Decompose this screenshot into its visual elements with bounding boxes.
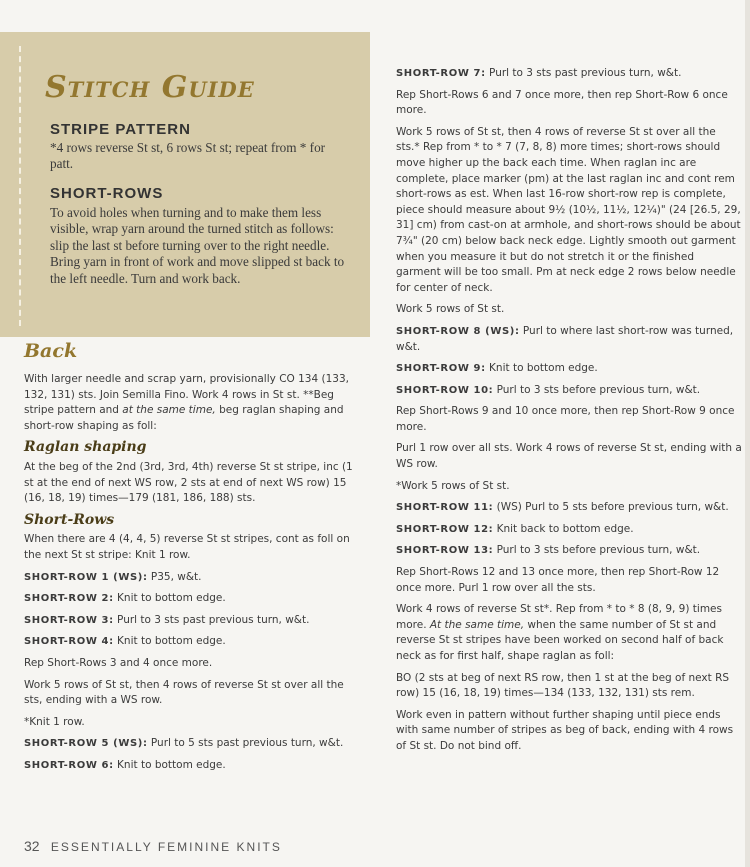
- short-row-7: SHORT-ROW 7: Purl to 3 sts past previous turn, w&t.: [396, 67, 682, 79]
- left-column: [24, 372, 364, 779]
- work-5-rows-d: *Work 5 rows of St st.: [396, 479, 510, 492]
- short-row-12: SHORT-ROW 12: Knit back to bottom edge.: [396, 522, 634, 535]
- stitch-guide-box: [0, 32, 370, 337]
- short-rows-heading: SHORT-ROWS: [50, 185, 164, 202]
- stripe-pattern-text: *4 rows reverse St st, 6 rows St st; repeat from * for patt.: [50, 140, 326, 172]
- raglan-shaping-title: Raglan shaping: [24, 439, 147, 456]
- book-title: ESSENTIALLY FEMININE KNITS: [50, 840, 282, 854]
- page-edge: [745, 0, 750, 867]
- short-row-4: SHORT-ROW 4: Knit to bottom edge.: [24, 635, 226, 648]
- decorative-dashed-line: [19, 46, 21, 326]
- repeat-3-4: Rep Short-Rows 3 and 4 once more.: [24, 656, 213, 669]
- stitch-guide-title: Stitch Guide: [45, 70, 255, 105]
- short-row-5: SHORT-ROW 5 (WS): Purl to 5 sts past previous turn, w&t.: [24, 737, 344, 750]
- short-row-8: SHORT-ROW 8 (WS): Purl to where last short-row was turned, w&t.: [396, 324, 734, 353]
- back-section-title: Back: [24, 340, 78, 362]
- purl-1-row: Purl 1 row over all sts. Work 4 rows of reverse St st, ending with a WS row.: [396, 442, 742, 471]
- short-rows-text: To avoid holes when turning and to make them less visible, wrap yarn around the turned stitch as follows: slip the last st before turning over to the right needle. Bring yarn in front of work and move slipped st back to the left needle. Turn and work back.: [50, 205, 345, 286]
- short-row-11: SHORT-ROW 11: (WS) Purl to 5 sts before previous turn, w&t.: [396, 501, 729, 514]
- repeat-6-7: Rep Short-Rows 6 and 7 once more, then rep Short-Row 6 once more.: [396, 88, 728, 117]
- short-row-2: SHORT-ROW 2: Knit to bottom edge.: [24, 592, 226, 605]
- work-4-rows: Work 4 rows of reverse St st*. Rep from * to * 8 (8, 9, 9) times more. At the same time, when the same number of St st and reverse St st stripes have been worked on second half of back neck as for first half, shape raglan as foll:: [396, 603, 724, 662]
- right-column: [396, 66, 742, 761]
- work-even: Work even in pattern without further shaping until piece ends with same number of stripes as beg of back, ending with 4 rows of St st. Do not bind off.: [396, 708, 734, 752]
- work-5-rows-a: Work 5 rows of St st, then 4 rows of reverse St st over all the sts, ending with a WS row.: [24, 678, 344, 707]
- short-row-10: SHORT-ROW 10: Purl to 3 sts before previous turn, w&t.: [396, 383, 701, 396]
- short-rows-intro: When there are 4 (4, 4, 5) reverse St st stripes, cont as foll on the next St st stripe: Knit 1 row.: [24, 533, 350, 561]
- back-intro: With larger needle and scrap yarn, provisionally CO 134 (133, 132, 131) sts. Join Semilla Fino. Work 4 rows in St st. **Beg stripe pattern and at the same time, beg raglan shaping and short-row shaping as foll:: [24, 373, 349, 432]
- short-row-9: SHORT-ROW 9: Knit to bottom edge.: [396, 362, 598, 375]
- stripe-pattern-heading: STRIPE PATTERN: [50, 121, 191, 138]
- knit-1-row: *Knit 1 row.: [24, 715, 85, 728]
- short-rows-title: Short-Rows: [24, 511, 115, 528]
- repeat-9-10: Rep Short-Rows 9 and 10 once more, then rep Short-Row 9 once more.: [396, 405, 735, 433]
- bind-off-raglan: BO (2 sts at beg of next RS row, then 1 st at the beg of next RS row) 15 (16, 18, 19) times—134 (133, 132, 131) sts rem.: [396, 671, 730, 700]
- repeat-12-13: Rep Short-Rows 12 and 13 once more, then rep Short-Row 12 once more. Purl 1 row over all the sts.: [396, 566, 720, 594]
- work-5-rows-c: Work 5 rows of St st.: [396, 303, 505, 316]
- work-5-rows-b: Work 5 rows of St st, then 4 rows of reverse St st over all the sts.* Rep from * to * 7 (7, 8, 8) more times; short-rows should move higher up the back each time. When raglan inc are complete, place marker (pm) at the last raglan inc and cont rem short-rows as est. When last 16-row short-row rep is complete, piece should measure about 9½ (10½, 11½, 12¼)" (24 [26.5, 29, 31] cm) from cast-on at armhole, and short-rows should be about 7¾" (20 cm) below back neck edge. Lightly smooth out garment when you measure it but do not stretch it or the finished garment will be too small. Pm at neck edge 2 rows below needle for center of neck.: [396, 125, 741, 294]
- short-row-3: SHORT-ROW 3: Purl to 3 sts past previous turn, w&t.: [24, 613, 310, 626]
- short-row-13: SHORT-ROW 13: Purl to 3 sts before previous turn, w&t.: [396, 544, 701, 557]
- raglan-shaping-text: At the beg of the 2nd (3rd, 3rd, 4th) reverse St st stripe, inc (1 st at the end of next WS row, 2 sts at end of next WS row) 15 (16, 18, 19) times—179 (181, 186, 188) sts.: [24, 460, 353, 505]
- short-row-6: SHORT-ROW 6: Knit to bottom edge.: [24, 758, 226, 771]
- page-footer: [24, 838, 282, 854]
- page-number: 32: [24, 838, 40, 854]
- short-row-1: SHORT-ROW 1 (WS): P35, w&t.: [24, 570, 202, 583]
